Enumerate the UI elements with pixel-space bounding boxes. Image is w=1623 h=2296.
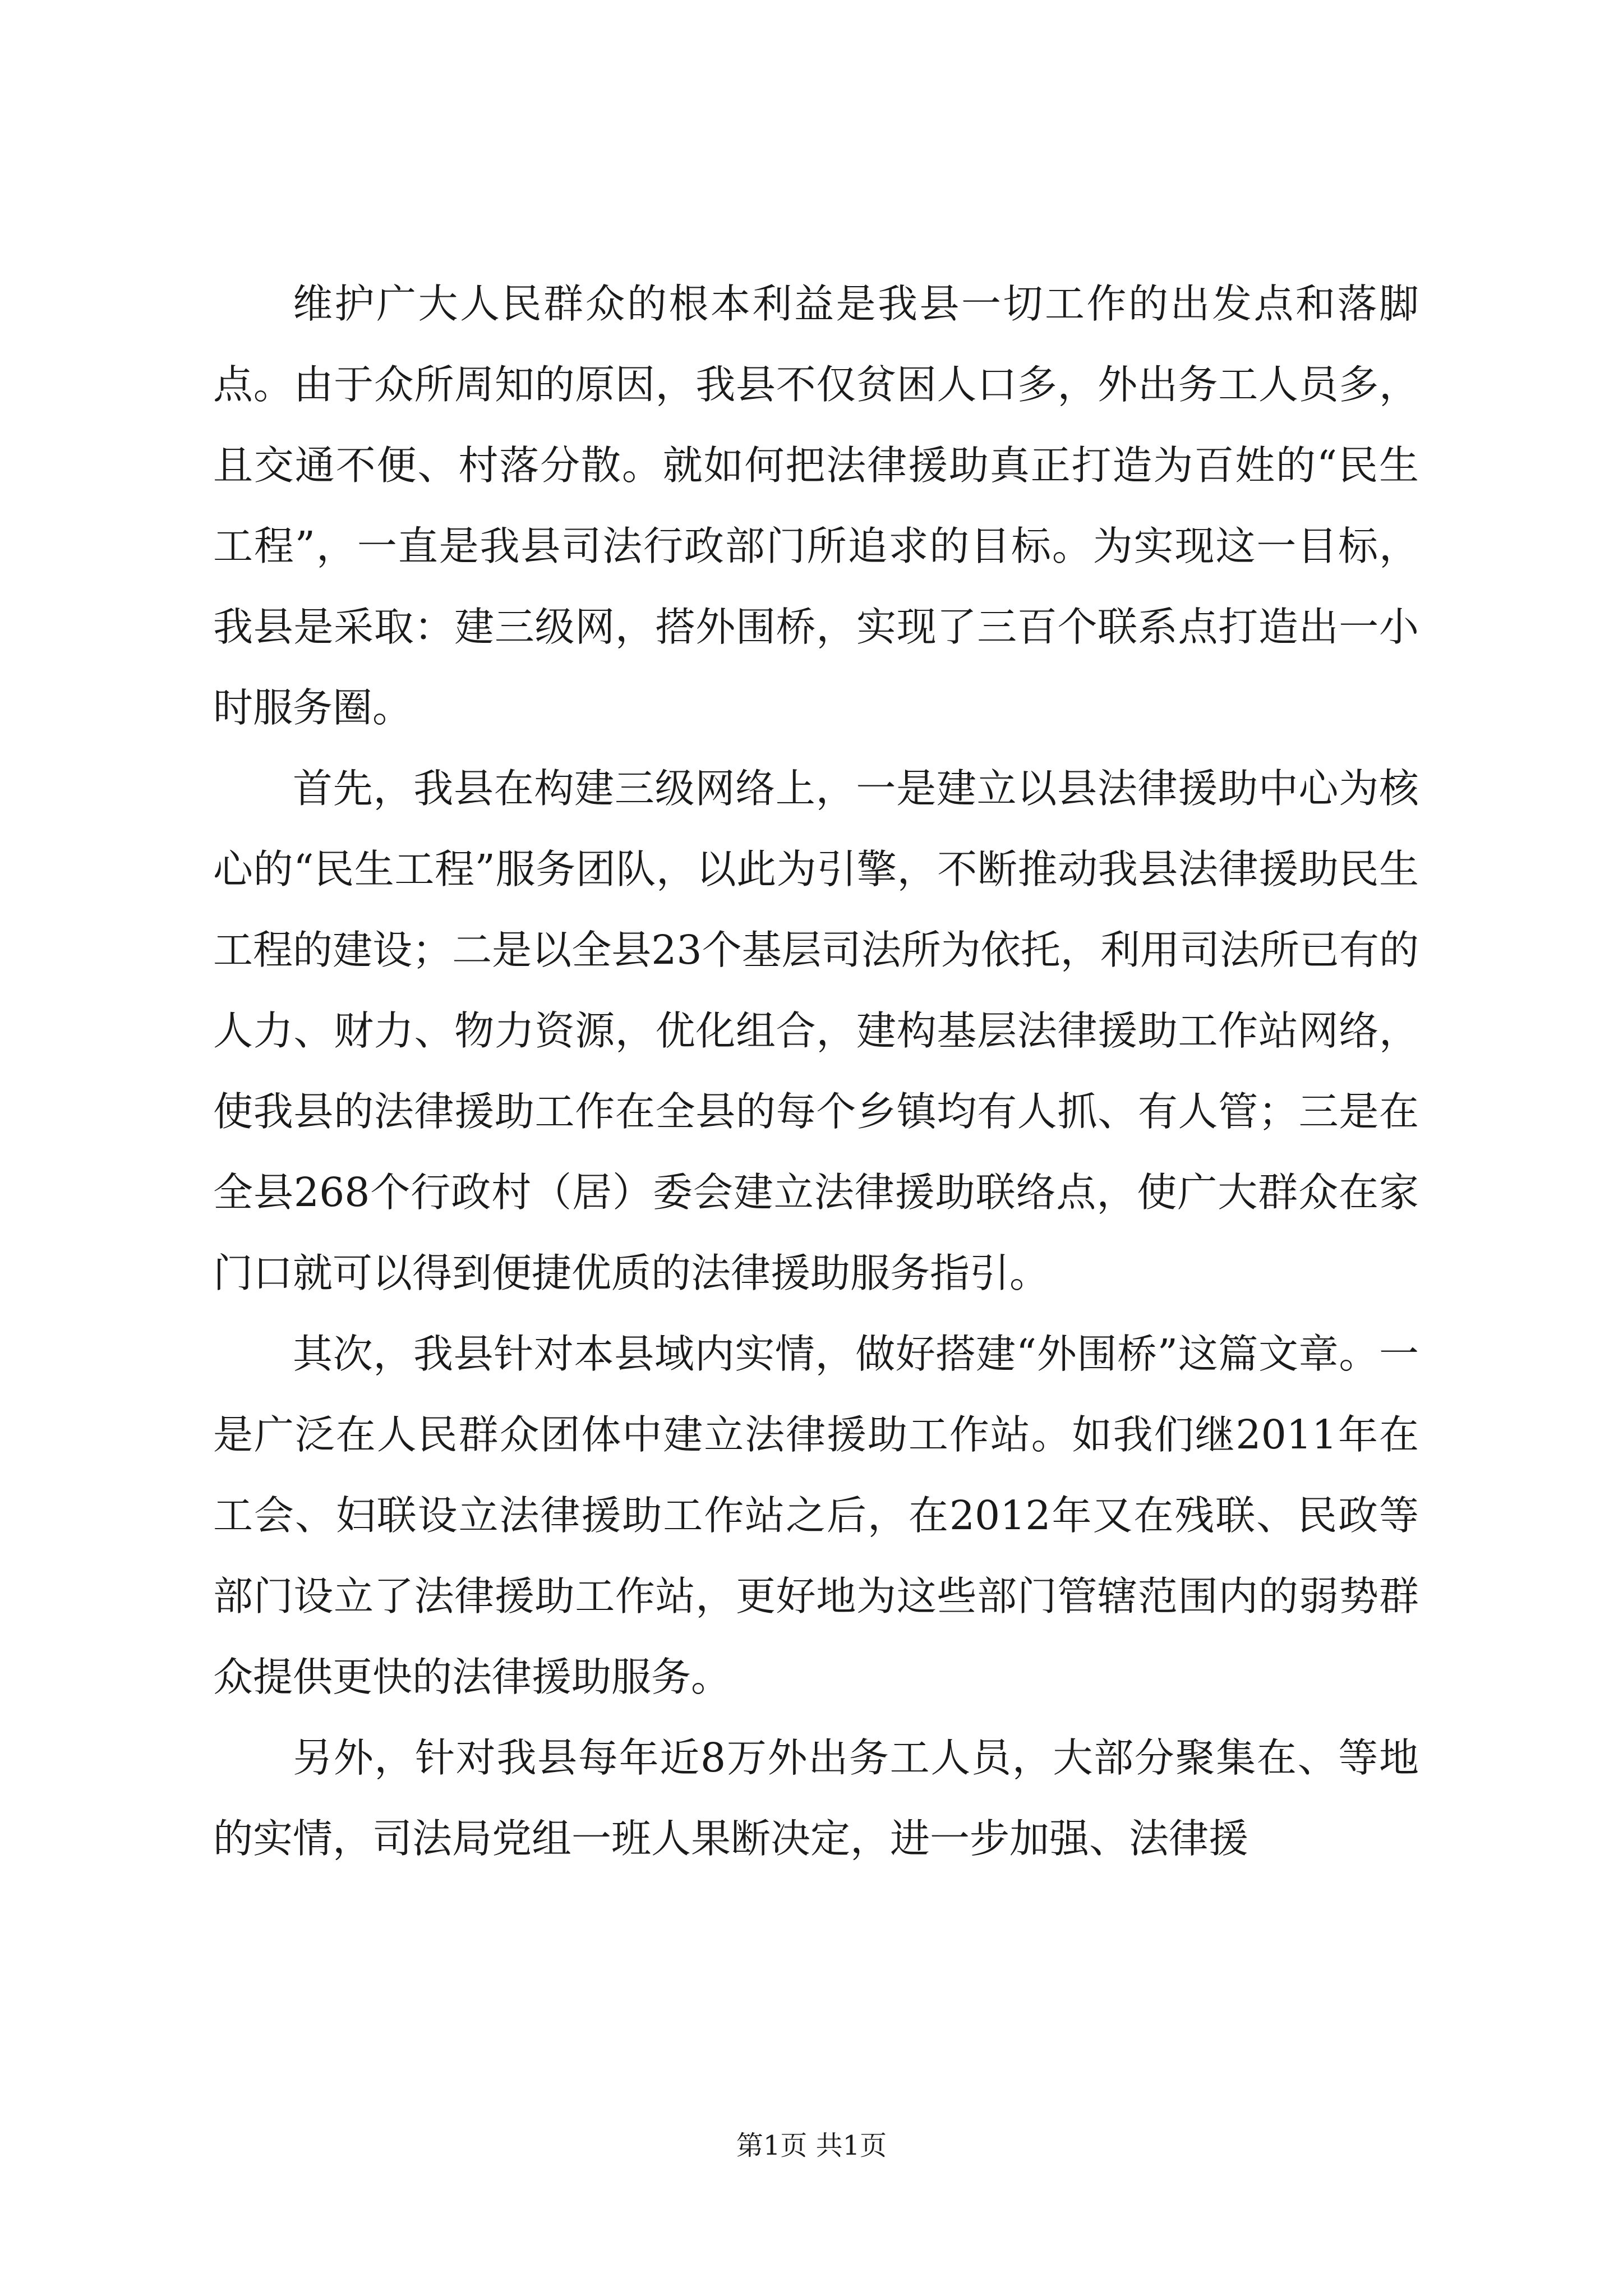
page-footer: 第1页 共1页: [736, 2130, 887, 2161]
paragraph-2: 首先，我县在构建三级网络上，一是建立以县法律援助中心为核心的“民生工程”服务团队，以此为引擎，不断推动我县法律援助民生工程的建设；二是以全县23个基层司法所为依托，利用司法所已有的人力、财力、物力资源，优化组合，建构基层法律援助工作站网络，使我县的法律援助工作在全县的每个乡镇均有人抓、有人管；三是在全县268个行政村（居）委会建立法律援助联络点，使广大群众在家门口就可以得到便捷优质的法律援助服务指引。: [213, 765, 1419, 1296]
paragraph-4: 另外，针对我县每年近8万外出务工人员，大部分聚集在、等地的实情，司法局党组一班人果断决定，进一步加强、法律援: [213, 1734, 1419, 1862]
paragraph-1: 维护广大人民群众的根本利益是我县一切工作的出发点和落脚点。由于众所周知的原因，我县不仅贫困人口多，外出务工人员多，且交通不便、村落分散。就如何把法律援助真正打造为百姓的“民生工程”，一直是我县司法行政部门所追求的目标。为实现这一目标，我县是采取：建三级网，搭外围桥，实现了三百个联系点打造出一小时服务圈。: [213, 280, 1419, 731]
document-body: [213, 264, 1419, 1879]
paragraph-3: 其次，我县针对本县域内实情，做好搭建“外围桥”这篇文章。一是广泛在人民群众团体中建立法律援助工作站。如我们继2011年在工会、妇联设立法律援助工作站之后，在2012年又在残联、民政等部门设立了法律援助工作站，更好地为这些部门管辖范围内的弱势群众提供更快的法律援助服务。: [213, 1331, 1419, 1700]
